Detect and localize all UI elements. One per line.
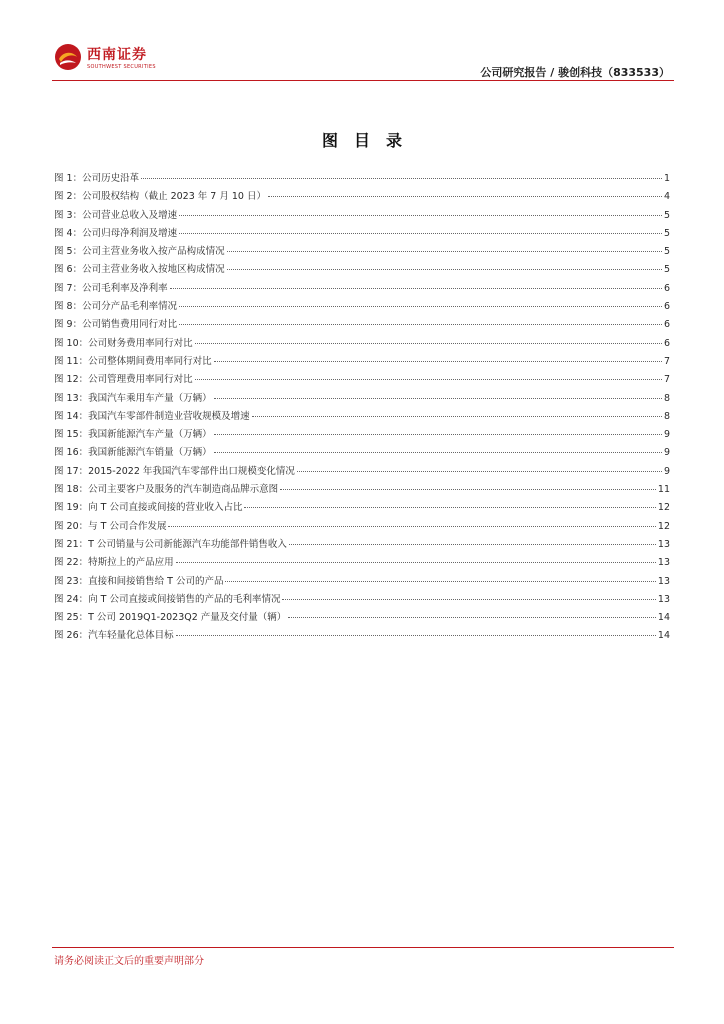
toc-entry-label: 图 12：公司管理费用率同行对比 — [54, 374, 193, 386]
toc-entry[interactable] — [54, 298, 670, 316]
toc-dot-leader — [179, 324, 662, 325]
company-logo — [52, 40, 212, 76]
toc-entry-page: 13 — [657, 538, 670, 550]
toc-entry[interactable] — [54, 371, 670, 389]
toc-entry-page: 6 — [663, 301, 670, 313]
logo-chinese-name: 西南证券 — [87, 47, 147, 63]
toc-entry[interactable] — [54, 335, 670, 353]
figure-list — [54, 170, 670, 646]
toc-dot-leader — [195, 343, 662, 344]
toc-entry-label: 图 24：向 T 公司直接或间接销售的产品的毛利率情况 — [54, 593, 281, 605]
toc-entry-label: 图 9：公司销售费用同行对比 — [54, 319, 178, 331]
toc-entry-page: 8 — [663, 392, 670, 404]
logo-english-name: SOUTHWEST SECURITIES — [87, 64, 156, 70]
toc-dot-leader — [225, 581, 655, 582]
toc-entry[interactable] — [54, 426, 670, 444]
toc-entry[interactable] — [54, 243, 670, 261]
toc-dot-leader — [179, 233, 662, 234]
toc-entry[interactable] — [54, 170, 670, 188]
toc-dot-leader — [288, 617, 656, 618]
toc-dot-leader — [214, 361, 662, 362]
toc-entry[interactable] — [54, 627, 670, 645]
toc-dot-leader — [179, 306, 662, 307]
toc-entry-page: 7 — [663, 374, 670, 386]
logo-icon — [54, 43, 82, 71]
toc-entry-page: 5 — [663, 264, 670, 276]
toc-entry-page: 14 — [657, 612, 670, 624]
toc-entry-label: 图 14：我国汽车零部件制造业营收规模及增速 — [54, 410, 250, 422]
toc-entry-label: 图 19：向 T 公司直接或间接的营业收入占比 — [54, 502, 243, 514]
toc-entry[interactable] — [54, 536, 670, 554]
toc-entry[interactable] — [54, 280, 670, 298]
toc-dot-leader — [195, 379, 662, 380]
toc-entry-label: 图 4：公司归母净利润及增速 — [54, 227, 178, 239]
toc-entry-label: 图 5：公司主营业务收入按产品构成情况 — [54, 246, 225, 258]
toc-entry[interactable] — [54, 188, 670, 206]
toc-entry-label: 图 23：直接和间接销售给 T 公司的产品 — [54, 575, 224, 587]
toc-dot-leader — [214, 434, 662, 435]
toc-entry-label: 图 22：特斯拉上的产品应用 — [54, 557, 174, 569]
toc-dot-leader — [280, 489, 656, 490]
toc-dot-leader — [268, 196, 662, 197]
toc-entry-page: 6 — [663, 337, 670, 349]
toc-entry-page: 9 — [663, 429, 670, 441]
toc-entry-label: 图 7：公司毛利率及净利率 — [54, 282, 168, 294]
toc-entry[interactable] — [54, 591, 670, 609]
toc-entry-label: 图 20：与 T 公司合作发展 — [54, 520, 167, 532]
toc-entry[interactable] — [54, 390, 670, 408]
toc-entry-page: 5 — [663, 227, 670, 239]
toc-entry-page: 8 — [663, 410, 670, 422]
toc-dot-leader — [227, 269, 662, 270]
toc-entry-label: 图 17：2015-2022 年我国汽车零部件出口规模变化情况 — [54, 465, 295, 477]
toc-entry[interactable] — [54, 481, 670, 499]
toc-entry[interactable] — [54, 261, 670, 279]
toc-entry-page: 9 — [663, 447, 670, 459]
toc-entry[interactable] — [54, 463, 670, 481]
toc-entry-label: 图 25：T 公司 2019Q1-2023Q2 产量及交付量（辆） — [54, 612, 287, 624]
toc-entry-page: 13 — [657, 593, 670, 605]
toc-entry-page: 12 — [657, 502, 670, 514]
page-header — [52, 40, 674, 82]
toc-entry-page: 6 — [663, 282, 670, 294]
toc-entry-page: 11 — [657, 484, 670, 496]
toc-entry-label: 图 16：我国新能源汽车销量（万辆） — [54, 447, 212, 459]
toc-dot-leader — [289, 544, 656, 545]
report-title: 公司研究报告 / 骏创科技（833533） — [480, 66, 670, 79]
toc-entry-label: 图 2：公司股权结构（截止 2023 年 7 月 10 日） — [54, 191, 266, 203]
toc-entry-label: 图 1：公司历史沿革 — [54, 173, 140, 184]
toc-entry[interactable] — [54, 444, 670, 462]
toc-entry-page: 9 — [663, 465, 670, 477]
toc-entry-label: 图 8：公司分产品毛利率情况 — [54, 301, 178, 313]
toc-dot-leader — [282, 599, 655, 600]
toc-entry-page: 7 — [663, 355, 670, 367]
toc-entry-page: 1 — [663, 173, 670, 184]
toc-entry-page: 5 — [663, 209, 670, 221]
toc-entry-page: 13 — [657, 557, 670, 569]
toc-dot-leader — [244, 507, 655, 508]
toc-entry-label: 图 6：公司主营业务收入按地区构成情况 — [54, 264, 225, 276]
toc-entry[interactable] — [54, 353, 670, 371]
toc-entry-label: 图 21：T 公司销量与公司新能源汽车功能部件销售收入 — [54, 538, 287, 550]
toc-dot-leader — [170, 288, 662, 289]
toc-entry-label: 图 26：汽车轻量化总体目标 — [54, 630, 174, 642]
toc-dot-leader — [168, 526, 655, 527]
toc-entry[interactable] — [54, 609, 670, 627]
toc-entry[interactable] — [54, 554, 670, 572]
toc-dot-leader — [141, 178, 662, 179]
toc-entry-page: 6 — [663, 319, 670, 331]
toc-entry-label: 图 18：公司主要客户及服务的汽车制造商品牌示意图 — [54, 484, 279, 496]
toc-entry-page: 4 — [663, 191, 670, 203]
toc-entry-page: 13 — [657, 575, 670, 587]
toc-entry-label: 图 11：公司整体期间费用率同行对比 — [54, 355, 212, 367]
toc-dot-leader — [227, 251, 662, 252]
footer-divider — [52, 947, 674, 948]
toc-entry[interactable] — [54, 316, 670, 334]
toc-heading: 图目录 — [321, 131, 418, 150]
toc-entry[interactable] — [54, 573, 670, 591]
header-divider — [52, 80, 674, 81]
toc-dot-leader — [176, 562, 656, 563]
toc-dot-leader — [214, 398, 662, 399]
toc-entry-page: 5 — [663, 246, 670, 258]
toc-entry[interactable] — [54, 518, 670, 536]
toc-entry-page: 14 — [657, 630, 670, 642]
toc-dot-leader — [252, 416, 662, 417]
footer-disclaimer: 请务必阅读正文后的重要声明部分 — [54, 956, 204, 967]
toc-entry[interactable] — [54, 207, 670, 225]
toc-entry-label: 图 3：公司营业总收入及增速 — [54, 209, 178, 221]
toc-dot-leader — [176, 635, 656, 636]
toc-entry-label: 图 13：我国汽车乘用车产量（万辆） — [54, 392, 212, 404]
toc-dot-leader — [179, 215, 662, 216]
toc-entry[interactable] — [54, 225, 670, 243]
toc-dot-leader — [214, 452, 662, 453]
toc-entry-label: 图 15：我国新能源汽车产量（万辆） — [54, 429, 212, 441]
toc-entry[interactable] — [54, 408, 670, 426]
toc-entry-label: 图 10：公司财务费用率同行对比 — [54, 337, 193, 349]
toc-entry-page: 12 — [657, 520, 670, 532]
toc-dot-leader — [297, 471, 662, 472]
toc-entry[interactable] — [54, 499, 670, 517]
